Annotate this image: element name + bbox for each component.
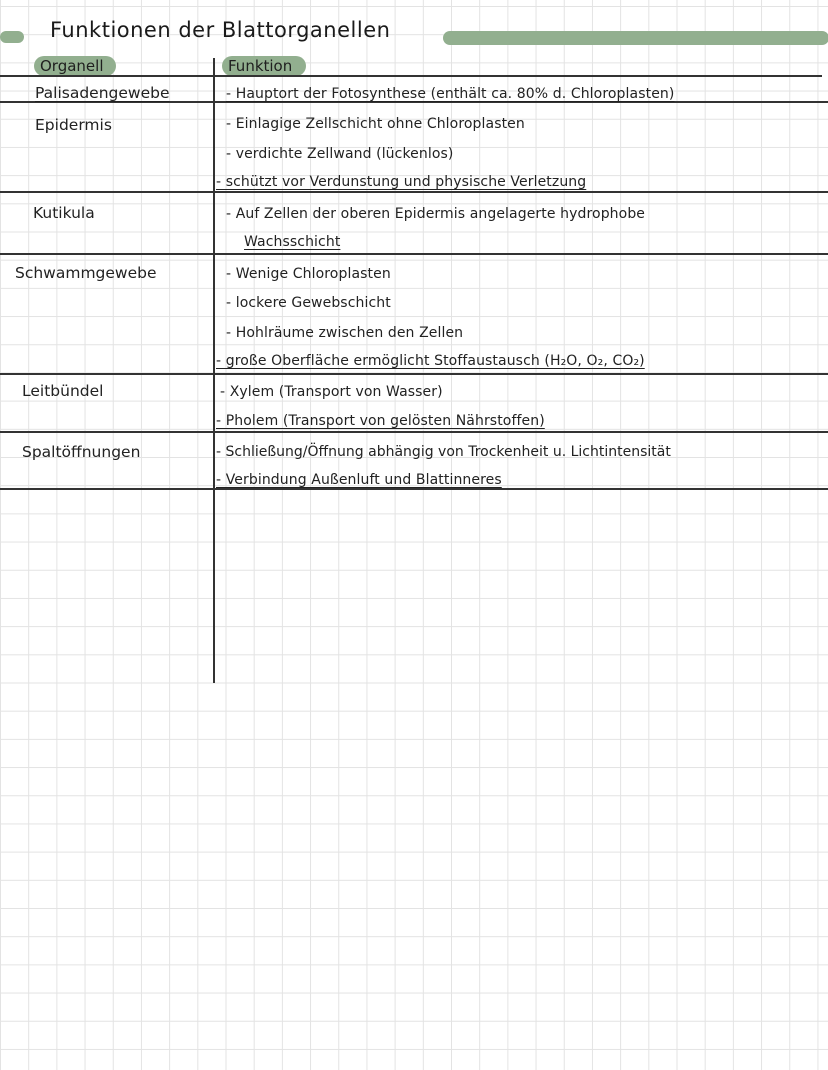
funktion-epidermis-3: - schützt vor Verdunstung und physische Verletzung xyxy=(216,174,587,190)
funktion-spaltoeffnungen-2: - Verbindung Außenluft und Blattinneres xyxy=(216,472,502,488)
funktion-schwammgewebe-2: - lockere Gewebschicht xyxy=(226,295,391,311)
funktion-spaltoeffnungen-1: - Schließung/Öffnung abhängig von Trockenheit u. Lichtintensität xyxy=(216,444,671,460)
rule-row-epidermis xyxy=(0,191,828,193)
organell-spaltoeffnungen: Spaltöffnungen xyxy=(22,443,141,461)
funktion-epidermis-2: - verdichte Zellwand (lückenlos) xyxy=(226,146,454,162)
funktion-schwammgewebe-4: - große Oberfläche ermöglicht Stoffaustausch (H₂O, O₂, CO₂) xyxy=(216,353,645,369)
organell-palisadengewebe: Palisadengewebe xyxy=(35,84,170,102)
funktion-kutikula-2: Wachsschicht xyxy=(244,234,341,250)
funktion-palisadengewebe-1: - Hauptort der Fotosynthese (enthält ca. 80% d. Chloroplasten) xyxy=(226,86,675,102)
organell-leitbuendel: Leitbündel xyxy=(22,382,104,400)
header-organell: Organell xyxy=(40,57,104,75)
rule-row-spaltoeffnungen xyxy=(0,488,828,490)
rule-header-top xyxy=(0,75,822,77)
funktion-leitbuendel-2: - Pholem (Transport von gelösten Nährstoffen) xyxy=(216,413,545,429)
title-highlight-left xyxy=(0,31,24,43)
funktion-kutikula-1: - Auf Zellen der oberen Epidermis angelagerte hydrophobe xyxy=(226,206,646,222)
funktion-epidermis-1: - Einlagige Zellschicht ohne Chloroplasten xyxy=(226,116,525,132)
organell-kutikula: Kutikula xyxy=(33,204,95,222)
page-title: Funktionen der Blattorganellen xyxy=(50,18,391,42)
rule-row-schwammgewebe xyxy=(0,373,828,375)
funktion-schwammgewebe-1: - Wenige Chloroplasten xyxy=(226,266,391,282)
organell-schwammgewebe: Schwammgewebe xyxy=(15,264,157,282)
column-divider xyxy=(213,58,215,683)
organell-epidermis: Epidermis xyxy=(35,116,112,134)
rule-row-leitbuendel xyxy=(0,431,828,433)
funktion-schwammgewebe-3: - Hohlräume zwischen den Zellen xyxy=(226,325,464,341)
rule-row-kutikula xyxy=(0,253,828,255)
funktion-leitbuendel-1: - Xylem (Transport von Wasser) xyxy=(220,384,443,400)
title-highlight-right xyxy=(443,31,828,45)
header-funktion: Funktion xyxy=(228,57,293,75)
